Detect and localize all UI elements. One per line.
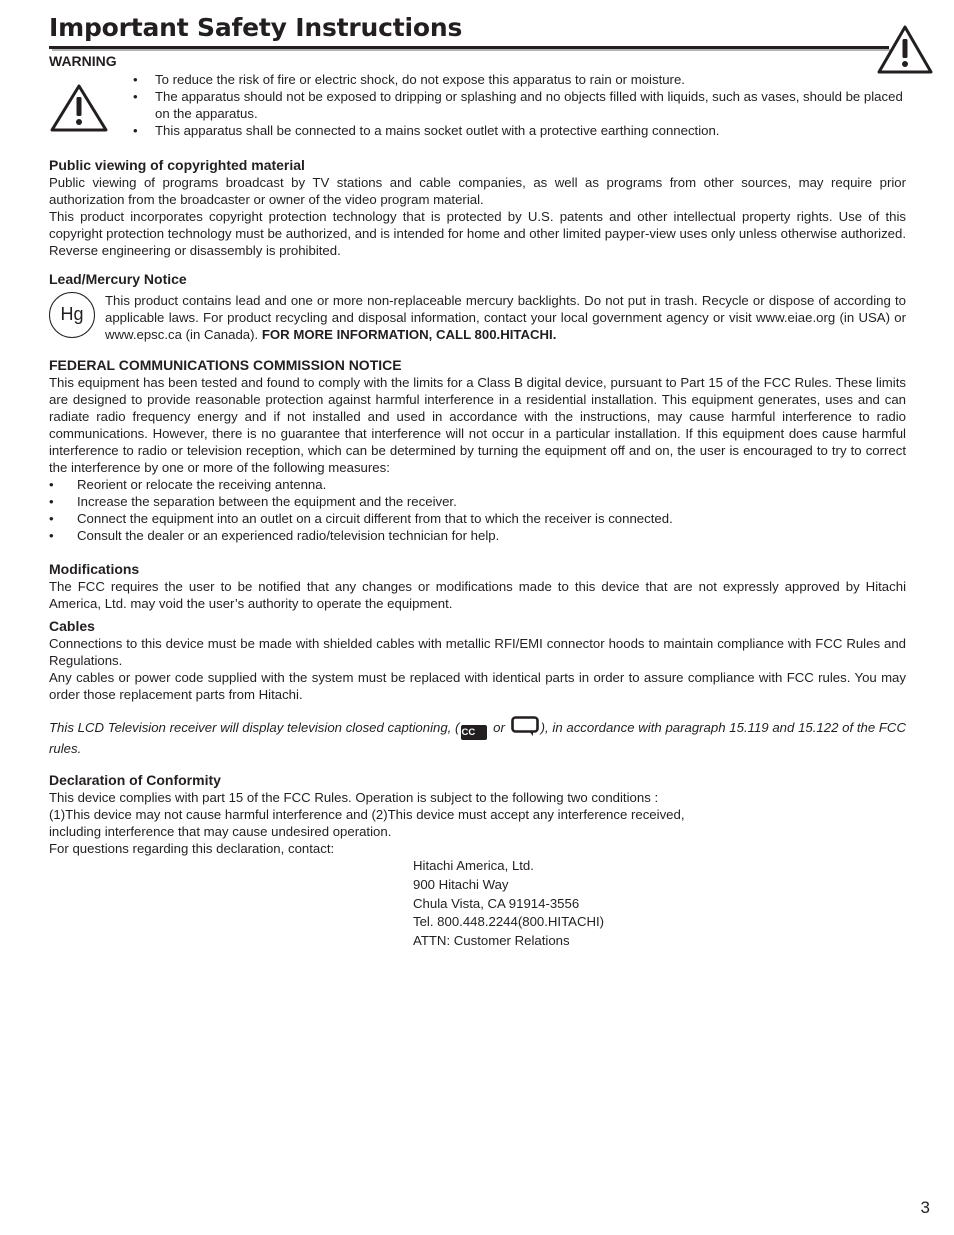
call-info: FOR MORE INFORMATION, CALL 800.HITACHI. <box>261 327 557 342</box>
address-line: ATTN: Customer Relations <box>413 933 570 949</box>
list-item: • The apparatus should not be exposed to dripping or splashing and no objects filled with liquids, such as vases, should be placed on the apparatus. <box>133 89 903 121</box>
fcc-text: This equipment has been tested and found to comply with the limits for a Class B digital device, pursuant to Part 15 of the FCC Rules. These limits are designed to provide reasonable protection against harmful interference in a residential installation. This equipment generates, uses and can radiate radio frequency energy and if not installed and used in accordance with the instructions, may cause harmful interference to radio communications. However, there is no guarantee that interference will not occur in a particular installation. If this equipment does cause harmful interference to radio or television reception, which can be determined by turning the equipment off and on, the user is encouraged to try to correct the interference by one or more of the following measures: <box>49 375 906 475</box>
fcc-notice <box>49 374 906 544</box>
paragraph: Connections to this device must be made with shielded cables with metallic RFI/EMI connector hoods to maintain compliance with FCC Rules and Regulations. <box>49 636 906 668</box>
address-line: 900 Hitachi Way <box>413 876 509 892</box>
text-line: including interference that may cause undesired operation. <box>49 824 392 839</box>
paragraph: Any cables or power code supplied with the system must be replaced with identical parts in order to assure compliance with FCC rules. You may order those replacement parts from Hitachi. <box>49 670 906 702</box>
warning-heading: WARNING <box>49 53 117 69</box>
page-number: 3 <box>920 1198 930 1217</box>
paragraph: Public viewing of programs broadcast by TV stations and cable companies, as well as programs from other sources, may require prior authorization from the broadcaster or owner of the video program material. <box>49 175 906 207</box>
list-item: • This apparatus shall be connected to a mains socket outlet with a protective earthing connection. <box>133 123 720 138</box>
mercury-symbol: Hg <box>49 292 95 338</box>
public-viewing-text <box>49 174 906 259</box>
conformity-heading: Declaration of Conformity <box>49 772 221 788</box>
closed-caption-icon: CC <box>461 725 487 740</box>
list-item: • Increase the separation between the equipment and the receiver. <box>49 494 457 509</box>
text-line: For questions regarding this declaration, contact: <box>49 841 335 856</box>
address-line: Hitachi America, Ltd. <box>413 858 534 873</box>
paragraph: This product incorporates copyright protection technology that is protected by U.S. patents and other intellectual property rights. Use of this copyright protection technology must be authorized, and is intended for home and other limited payper-view uses only unless otherwise authorized. Reverse engineering or disassembly is prohibited. <box>49 209 906 258</box>
list-item: • Connect the equipment into an outlet on a circuit different from that to which the receiver is connected. <box>49 511 673 526</box>
modifications-heading: Modifications <box>49 561 140 577</box>
modifications-text: The FCC requires the user to be notified that any changes or modifications made to this device that are not expressly approved by Hitachi America, Ltd. may void the user’s authority to operate the equipment. <box>49 579 906 611</box>
text-line: (1)This device may not cause harmful interference and (2)This device must accept any interference received, <box>49 807 685 822</box>
address-line: Chula Vista, CA 91914-3556 <box>413 895 580 911</box>
lead-mercury-text: This product contains lead and one or more non-replaceable mercury backlights. Do not put in trash. Recycle or dispose of according to applicable laws. For product recycling and disposal information, contact your local government agency or visit www.eiae.org (in USA) or www.epsc.ca (in Canada). FOR MORE INFORMATION, CALL 800.HITACHI. <box>105 293 906 342</box>
cables-text <box>49 635 906 703</box>
fcc-measures-list <box>49 476 906 544</box>
warning-triangle-icon <box>876 24 934 75</box>
list-item: • To reduce the risk of fire or electric shock, do not expose this apparatus to rain or moisture. <box>133 72 685 87</box>
address-line: Tel. 800.448.2244(800.HITACHI) <box>413 914 605 930</box>
captioning-note: This LCD Television receiver will display television closed captioning, ( CC or ), in accordance with paragraph 15.119 and 15.122 of the FCC rules. <box>49 716 906 757</box>
page-title: Important Safety Instructions <box>49 13 463 42</box>
conformity-text <box>49 789 906 857</box>
warning-list <box>133 71 906 139</box>
list-item: • Reorient or relocate the receiving antenna. <box>49 477 327 492</box>
contact-address <box>413 857 733 951</box>
public-viewing-heading: Public viewing of copyrighted material <box>49 157 305 173</box>
text-line: This device complies with part 15 of the FCC Rules. Operation is subject to the following two conditions : <box>49 790 659 805</box>
fcc-heading: FEDERAL COMMUNICATIONS COMMISSION NOTICE <box>49 357 402 373</box>
list-item: • Consult the dealer or an experienced radio/television technician for help. <box>49 528 500 543</box>
caption-bubble-icon <box>511 716 539 737</box>
lead-mercury-heading: Lead/Mercury Notice <box>49 271 187 287</box>
title-rule-shadow <box>52 49 890 51</box>
cables-heading: Cables <box>49 618 95 634</box>
warning-triangle-icon <box>49 83 109 133</box>
